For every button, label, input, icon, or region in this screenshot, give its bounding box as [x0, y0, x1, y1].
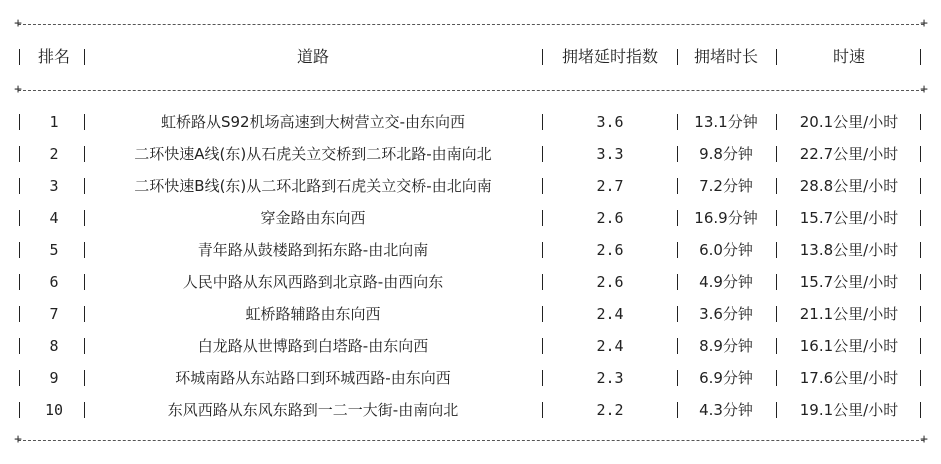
table-row — [0, 234, 941, 266]
cell-duration: 3.6分钟 — [699, 305, 753, 323]
cell-index: 2.3 — [596, 369, 624, 387]
cell-road: 二环快速B线(东)从二环北路到石虎关立交桥-由北向南 — [134, 177, 492, 195]
cell-road: 白龙路从世博路到白塔路-由东向西 — [197, 337, 429, 355]
cell-rank: 1 — [49, 113, 59, 131]
cell-rank: 3 — [49, 177, 59, 195]
header-duration: 拥堵时长 — [693, 47, 758, 66]
table-bottom-border: + + — [14, 432, 928, 447]
cell-rank: 9 — [49, 369, 59, 387]
cell-speed: 17.6公里/小时 — [799, 369, 899, 387]
cell-road: 二环快速A线(东)从石虎关立交桥到二环北路-由南向北 — [134, 145, 492, 163]
header-speed: 时速 — [832, 47, 865, 66]
table-top-border: + + — [14, 16, 928, 31]
cell-speed: 20.1公里/小时 — [799, 113, 899, 131]
cell-duration: 6.0分钟 — [699, 241, 753, 259]
cell-rank: 8 — [49, 337, 59, 355]
cell-rank: 5 — [49, 241, 59, 259]
table-row — [0, 170, 941, 202]
cell-rank: 6 — [49, 273, 59, 291]
table-row — [0, 330, 941, 362]
cell-road: 人民中路从东风西路到北京路-由西向东 — [182, 273, 444, 291]
cell-duration: 13.1分钟 — [694, 113, 758, 131]
cell-road: 虹桥路辅路由东向西 — [245, 305, 381, 323]
cell-speed: 21.1公里/小时 — [799, 305, 899, 323]
table-row — [0, 394, 941, 426]
cell-speed: 19.1公里/小时 — [799, 401, 899, 419]
cell-rank: 4 — [49, 209, 59, 227]
cell-index: 2.6 — [596, 273, 624, 291]
header-road: 道路 — [296, 47, 329, 66]
cell-duration: 16.9分钟 — [694, 209, 758, 227]
header-rank: 排名 — [37, 47, 70, 66]
cell-index: 3.3 — [596, 145, 624, 163]
cell-road: 穿金路由东向西 — [260, 209, 366, 227]
cell-duration: 4.3分钟 — [699, 401, 753, 419]
table-header-border: + + — [14, 82, 928, 97]
table-row — [0, 266, 941, 298]
table-row — [0, 298, 941, 330]
cell-road: 东风西路从东风东路到一二一大街-由南向北 — [167, 401, 459, 419]
cell-duration: 6.9分钟 — [699, 369, 753, 387]
cell-road: 环城南路从东站路口到环城西路-由东向西 — [175, 369, 451, 387]
cell-road: 虹桥路从S92机场高速到大树营立交-由东向西 — [160, 113, 466, 131]
cell-rank: 10 — [44, 401, 64, 419]
table-row — [0, 362, 941, 394]
cell-speed: 15.7公里/小时 — [799, 209, 899, 227]
table-row — [0, 138, 941, 170]
header-index: 拥堵延时指数 — [561, 47, 658, 66]
cell-speed: 15.7公里/小时 — [799, 273, 899, 291]
cell-index: 3.6 — [596, 113, 624, 131]
cell-index: 2.4 — [596, 305, 624, 323]
cell-speed: 13.8公里/小时 — [799, 241, 899, 259]
cell-speed: 28.8公里/小时 — [799, 177, 899, 195]
table-row — [0, 202, 941, 234]
cell-index: 2.4 — [596, 337, 624, 355]
cell-duration: 4.9分钟 — [699, 273, 753, 291]
cell-duration: 9.8分钟 — [699, 145, 753, 163]
cell-duration: 7.2分钟 — [699, 177, 753, 195]
cell-rank: 7 — [49, 305, 59, 323]
cell-speed: 22.7公里/小时 — [799, 145, 899, 163]
cell-index: 2.7 — [596, 177, 624, 195]
cell-index: 2.6 — [596, 209, 624, 227]
cell-index: 2.2 — [596, 401, 624, 419]
cell-duration: 8.9分钟 — [699, 337, 753, 355]
cell-speed: 16.1公里/小时 — [799, 337, 899, 355]
cell-road: 青年路从鼓楼路到拓东路-由北向南 — [197, 241, 429, 259]
table-header-row — [0, 41, 941, 73]
cell-index: 2.6 — [596, 241, 624, 259]
cell-rank: 2 — [49, 145, 59, 163]
table-row — [0, 106, 941, 138]
